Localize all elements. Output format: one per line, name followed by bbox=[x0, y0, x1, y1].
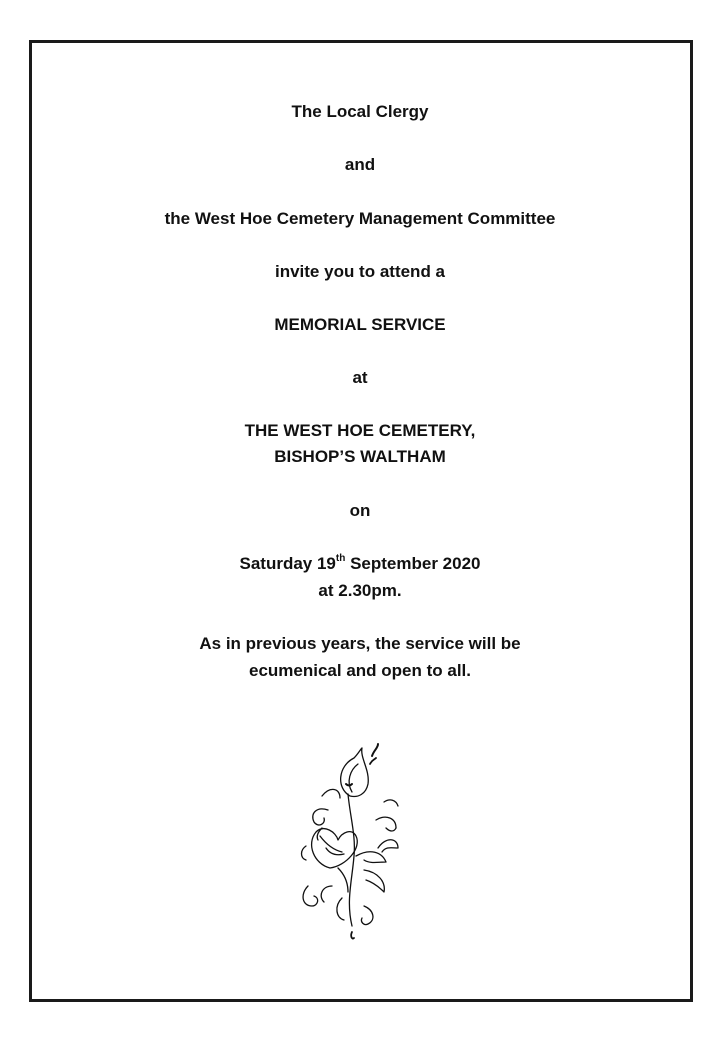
word-on: on bbox=[349, 501, 371, 520]
venue-name: THE WEST HOE CEMETERY, bbox=[244, 421, 476, 440]
organizer-committee: the West Hoe Cemetery Management Committee bbox=[164, 209, 556, 228]
event-time: at 2.30pm. bbox=[318, 581, 402, 600]
invite-line: invite you to attend a bbox=[274, 262, 446, 281]
organizer-clergy: The Local Clergy bbox=[291, 102, 429, 121]
closing-line-1: As in previous years, the service will be bbox=[199, 634, 521, 653]
date-month-year: September 2020 bbox=[345, 554, 481, 573]
date-day: Saturday 19 bbox=[239, 554, 336, 573]
venue-town: BISHOP’S WALTHAM bbox=[274, 447, 446, 466]
event-title: MEMORIAL SERVICE bbox=[274, 315, 446, 334]
calla-lily-flourish-icon bbox=[286, 736, 416, 940]
event-date bbox=[0, 550, 720, 577]
date-ordinal: th bbox=[335, 553, 346, 565]
closing-line-2: ecumenical and open to all. bbox=[249, 661, 471, 680]
word-at: at bbox=[352, 368, 368, 387]
conjunction-and: and bbox=[344, 155, 376, 174]
